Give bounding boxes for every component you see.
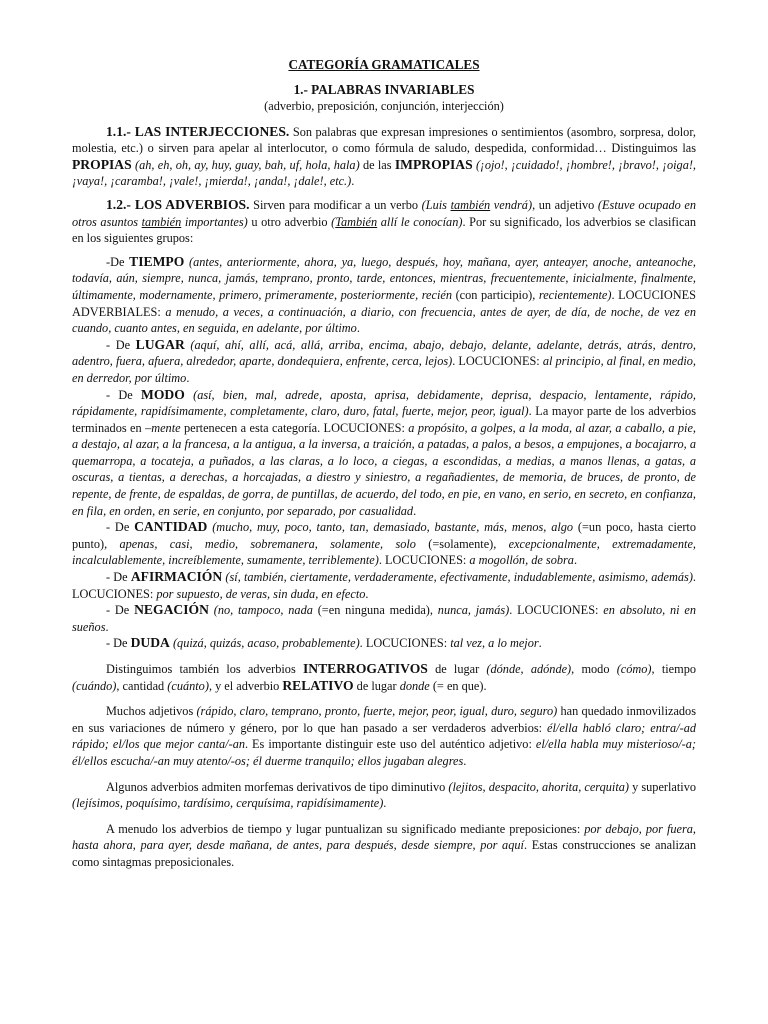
group-modo (72, 387, 696, 520)
examples: él/ella habló claro; entra/-ad rápido; el/los que mejor canta/-an (72, 720, 696, 752)
text: Distinguimos también los adverbios (106, 662, 303, 676)
text: . Es importante distinguir este uso del auténtico adjetivo: (245, 737, 536, 752)
text: , y el adverbio (208, 678, 283, 693)
text: Son palabras que expresan impresiones o sentimientos (asombro, sorpresa, dolor, molestia, etc.) o sirven para apelar al interlocutor, o como fórmula de saludo, despedida, conformidad… Distinguimos las (72, 124, 696, 156)
suffix: –mente (145, 420, 181, 435)
text: , tiempo (651, 662, 696, 676)
examples: (cómo) (616, 662, 652, 676)
label-relativo: RELATIVO (282, 677, 354, 693)
section-title: 1.- PALABRAS INVARIABLES (293, 82, 475, 97)
text: - De (106, 603, 135, 618)
text: . (463, 753, 467, 768)
group-lugar (72, 337, 696, 387)
text: (con participio) (455, 287, 533, 302)
paragraph-interrogativos (72, 661, 696, 694)
text: . (573, 553, 578, 568)
locuciones: a mogollón, de sobra (469, 553, 574, 568)
text: . Estas construcciones se analizan como sintagmas preposicionales. (72, 838, 697, 869)
locuciones: por supuesto, de veras, sin duda, en efecto (156, 586, 366, 601)
label-interrogativos: INTERROGATIVOS (302, 661, 428, 676)
text: - De (106, 520, 135, 535)
text: Sirven para modificar a un verbo (249, 197, 422, 212)
examples: , nunca, jamás) (429, 603, 510, 618)
section-note: (adverbio, preposición, conjunción, interjección) (264, 99, 504, 113)
examples: (no, tampoco, nada (208, 603, 318, 618)
locuciones-label: . LOCUCIONES: (452, 354, 543, 369)
label-negacion: NEGACIÓN (134, 602, 209, 618)
heading-adverbios: 1.2.- LOS ADVERBIOS. (106, 196, 250, 212)
text: (Estuve ocupado en otros asuntos (72, 197, 696, 229)
locuciones-label: . LOCUCIONES ADVERBIALES: (72, 287, 696, 319)
text: - De (106, 387, 142, 402)
text: . (105, 619, 109, 634)
examples: (lejísimos, poquísimo, tardísimo, cerquísima, rapidísimamente) (72, 796, 384, 811)
text: . Por su significado, los adverbios se clasifican en los siguientes grupos: (72, 214, 697, 246)
group-cantidad (72, 519, 696, 569)
label-afirmacion: AFIRMACIÓN (130, 569, 223, 585)
underlined-word: también (450, 197, 491, 212)
text: . (351, 174, 355, 189)
text: (=en ninguna medida) (317, 603, 430, 618)
examples: (dónde, adónde) (486, 662, 572, 676)
examples: , excepcionalmente, extremadamente, incalculablemente, increíblemente, sumamente, terriblemente) (72, 536, 696, 568)
locuciones: al principio, al final, en medio, en derredor, por último (72, 354, 696, 385)
text: A menudo los adverbios de tiempo y lugar puntualizan su significado mediante preposiciones: (106, 821, 585, 836)
text: importantes) (181, 214, 248, 229)
group-tiempo (72, 254, 696, 337)
examples: , recientemente) (532, 287, 612, 302)
text: pertenecen a esta categoría. LOCUCIONES: (180, 420, 409, 435)
examples: donde (399, 678, 430, 693)
text: de lugar (427, 662, 487, 676)
text: (Luis (421, 197, 451, 212)
text: u otro adverbio (247, 214, 332, 229)
text: , un adjetivo (532, 197, 598, 212)
text: (= en que). (429, 678, 487, 693)
examples: (antes, anteriormente, ahora, ya, luego, después, hoy, mañana, ayer, anteayer, anoche, anteanoche, todavía, aún, siempre, nunca, jamás, temprano, pronto, tarde, entonces, mientras, frecuentemente, inicialmente, finalmente, últimamente, modernamente, primero, primeramente, posteriormente, recién (72, 254, 696, 302)
examples: por debajo, por fuera, hasta ahora, para ayer, desde mañana, de antes, para después, desde siempre, por aquí (72, 821, 696, 853)
locuciones-label: . LOCUCIONES: (509, 603, 604, 618)
label-propias: PROPIAS (72, 156, 132, 172)
locuciones: a propósito, a golpes, a la moda, al azar, a caballo, a pie, a destajo, al azar, a la francesa, a la antigua, a la inversa, a traición, a patadas, a palos, a besos, a empujones, a bocajarro, a quemarropa, a tocateja, a puñados, a las claras, a lo loco, a ciegas, a escondidas, a medias, a manos llenas, a gatas, a oscuras, a tientas, a derechas, a horcajadas, a diestro y siniestro, a regañadientes, de memoria, de bruces, de pronto, de repente, de frente, de espaldas, de gorra, de puntillas, de acuerdo, del todo, en pie, en vano, en serio, en secreto, en confianza, en fila, en orden, en serie, en conjunto, por separado, por casualidad (72, 420, 696, 518)
examples: (así, bien, mal, adrede, aposta, aprisa, debidamente, deprisa, despacio, lentamente, rápido, rápidamente, rapidísimamente, completamente, claro, duro, fatal, fuerte, mejor, peor, igual) (72, 387, 696, 419)
examples: (mucho, muy, poco, tanto, tan, demasiado, bastante, más, menos, algo (207, 520, 578, 535)
text: Algunos adverbios admiten morfemas derivativos de tipo diminutivo (106, 779, 449, 794)
text: . (538, 636, 542, 651)
text: (=solamente) (428, 536, 494, 551)
examples-impropias: (¡ojo!, ¡cuidado!, ¡hombre!, ¡bravo!, ¡oiga!, ¡vaya!, ¡caramba!, ¡vale!, ¡mierda!, ¡anda!, ¡dale!, etc.) (72, 157, 697, 189)
paragraph-adjetivos (72, 703, 696, 769)
group-duda (72, 635, 696, 652)
examples: el/ella habla muy misterioso/-a; él/ellos escucha/-an muy atento/-os; él duerme tranquilo; ellos jugaban alegres (72, 737, 696, 768)
example-verbo (422, 198, 532, 212)
text: . (365, 586, 369, 601)
document-body (72, 56, 696, 878)
text: allí le conocían) (377, 214, 463, 229)
text: han quedado inmovilizados en sus variaciones de número y género, por lo que han pasado a ser verdaderos adverbios: (72, 704, 696, 735)
text: ( (331, 214, 336, 229)
text: y superlativo (629, 779, 696, 794)
text: , cantidad (116, 678, 168, 693)
text: . La mayor parte de los adverbios terminados en (72, 404, 696, 435)
text: Muchos adjetivos (106, 704, 197, 719)
examples: (cuándo) (72, 678, 117, 693)
group-negacion (72, 602, 696, 635)
examples: (aquí, ahí, allí, acá, allá, arriba, encima, abajo, debajo, delante, adelante, detrás, atrás, dentro, adentro, fuera, afuera, alrededor, aparte, dondequiera, enfrente, cerca, lejos) (72, 337, 696, 369)
locuciones-label: . LOCUCIONES: (72, 570, 696, 601)
label-impropias: IMPROPIAS (394, 156, 473, 172)
example-adverbio (331, 215, 462, 229)
examples: (lejitos, despacito, ahorita, cerquita) (448, 779, 630, 794)
examples: (rápido, claro, temprano, pronto, fuerte, mejor, peor, igual, duro, seguro) (196, 704, 558, 719)
text: - De (106, 337, 136, 352)
locuciones: en absoluto, ni en sueños (72, 603, 697, 634)
text: . (186, 370, 190, 385)
text: (=un poco, hasta cierto punto) (72, 520, 696, 551)
paragraph-morfemas (72, 779, 696, 812)
text: de lugar (353, 678, 400, 693)
paragraph-interjecciones (72, 124, 696, 190)
paragraph-adverbios (72, 197, 696, 247)
label-modo: MODO (141, 386, 185, 402)
text: vendrá) (490, 197, 533, 212)
underlined-word: También (335, 214, 378, 229)
text: -De (106, 254, 130, 269)
text: . (383, 796, 387, 811)
label-cantidad: CANTIDAD (134, 519, 208, 535)
text: - De (106, 570, 131, 585)
examples: , apenas, casi, medio, sobremanera, solamente, solo (104, 536, 429, 551)
text: . (413, 503, 417, 518)
text: - De (106, 636, 131, 651)
examples-propias: (ah, eh, oh, ay, huy, guay, bah, uf, hola, hala) (131, 157, 360, 172)
paragraph-preposiciones (72, 821, 696, 871)
locuciones: a menudo, a veces, a continuación, a diario, con frecuencia, antes de ayer, de día, de noche, de vez en cuando, cuanto antes, en seguida, en adelante, por último (72, 304, 696, 336)
locuciones-label: . LOCUCIONES: (359, 636, 451, 651)
text: , modo (571, 662, 617, 676)
group-afirmacion (72, 569, 696, 602)
locuciones-label: . LOCUCIONES: (378, 553, 470, 568)
heading-interjecciones: 1.1.- LAS INTERJECCIONES. (106, 123, 290, 139)
examples: (sí, también, ciertamente, verdaderamente, efectivamente, indudablemente, asimismo, además) (222, 570, 693, 585)
locuciones: tal vez, a lo mejor (450, 636, 539, 651)
label-duda: DUDA (130, 635, 170, 651)
underlined-word: también (141, 214, 182, 229)
text: . (356, 321, 360, 336)
label-lugar: LUGAR (135, 336, 185, 352)
text: de las (359, 157, 395, 172)
page-title: CATEGORÍA GRAMATICALES (288, 57, 480, 72)
label-tiempo: TIEMPO (129, 253, 185, 269)
examples: (cuánto) (167, 678, 209, 693)
examples: (quizá, quizás, acaso, probablemente) (169, 636, 360, 651)
